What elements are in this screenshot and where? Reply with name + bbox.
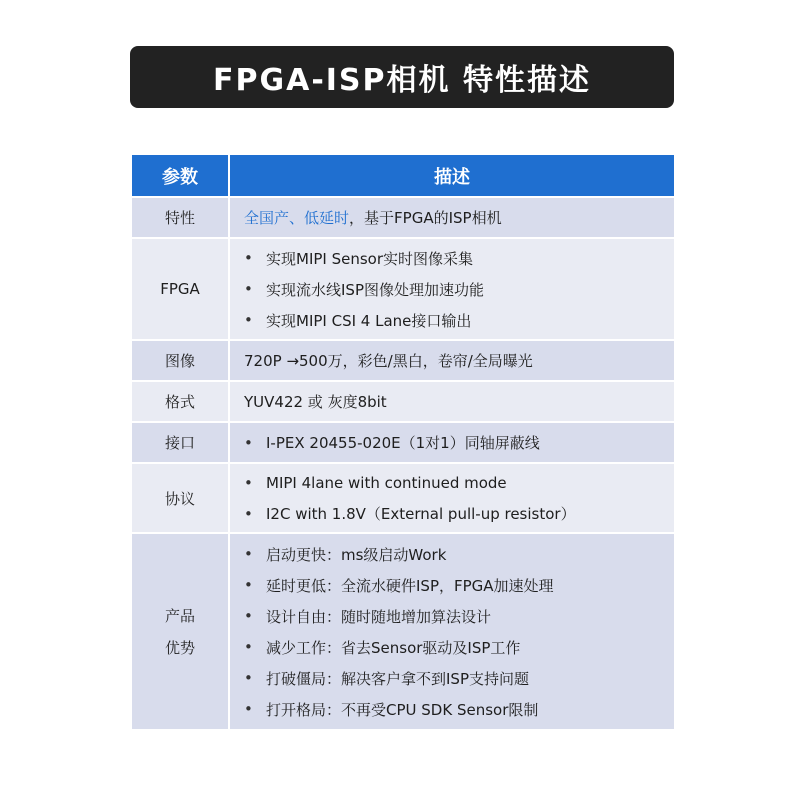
table-header-row [132,155,674,197]
bullet-icon: • [244,669,253,687]
param-line: 产品 [164,606,195,625]
param-cell: 格式 [132,381,229,422]
param-line: 优势 [164,638,195,657]
list-item: • 延时更低：全流水硬件ISP，FPGA加速处理 [244,576,554,595]
desc-cell: 720P →500万，彩色/黑白，卷帘/全局曝光 [229,340,674,381]
column-header-desc: 描述 [229,155,674,197]
bullet-icon: • [244,607,253,625]
page-title: FPGA-ISP相机 特性描述 [213,63,591,98]
list-item: • 实现MIPI Sensor实时图像采集 [244,249,474,268]
list-item: • 打破僵局：解决客户拿不到ISP支持问题 [244,669,529,688]
desc-text: ，基于FPGA的ISP相机 [349,209,502,227]
desc-cell [229,463,674,533]
param-cell [132,533,229,729]
list-item: • I2C with 1.8V（External pull-up resistor） [244,504,576,523]
desc-cell [229,197,674,238]
desc-cell [229,422,674,463]
desc-cell [229,238,674,340]
list-item: • 启动更快：ms级启动Work [244,545,447,564]
bullet-icon: • [244,638,253,656]
table-row [132,197,674,238]
bullet-icon: • [244,249,253,267]
bullet-icon: • [244,280,253,298]
list-item: • 减少工作：省去Sensor驱动及ISP工作 [244,638,521,657]
desc-cell [229,533,674,729]
desc-cell: YUV422 或 灰度8bit [229,381,674,422]
list-item: • 实现MIPI CSI 4 Lane接口输出 [244,311,472,330]
accent-text: 全国产、低延时 [244,209,350,227]
param-cell: 特性 [132,197,229,238]
table-row [132,422,674,463]
bullet-icon: • [244,545,253,563]
bullet-icon: • [244,504,253,523]
spec-table [132,155,674,729]
table-row [132,340,674,381]
param-cell: FPGA [132,238,229,340]
list-item: • MIPI 4lane with continued mode [244,473,507,492]
bullet-icon: • [244,473,253,492]
list-item: • 实现流水线ISP图像处理加速功能 [244,280,484,299]
param-cell: 协议 [132,463,229,533]
bullet-icon: • [244,311,253,329]
list-item: • 打开格局：不再受CPU SDK Sensor限制 [244,700,539,719]
list-item: • I-PEX 20455-020E（1对1）同轴屏蔽线 [244,433,540,452]
column-header-param: 参数 [132,155,229,197]
bullet-icon: • [244,700,253,718]
list-item: • 设计自由：随时随地增加算法设计 [244,607,492,626]
bullet-icon: • [244,576,253,594]
table-row [132,533,674,729]
param-cell: 接口 [132,422,229,463]
table-row [132,463,674,533]
bullet-icon: • [244,433,253,452]
table-row [132,381,674,422]
title-banner [130,46,674,108]
table-row [132,238,674,340]
param-cell: 图像 [132,340,229,381]
